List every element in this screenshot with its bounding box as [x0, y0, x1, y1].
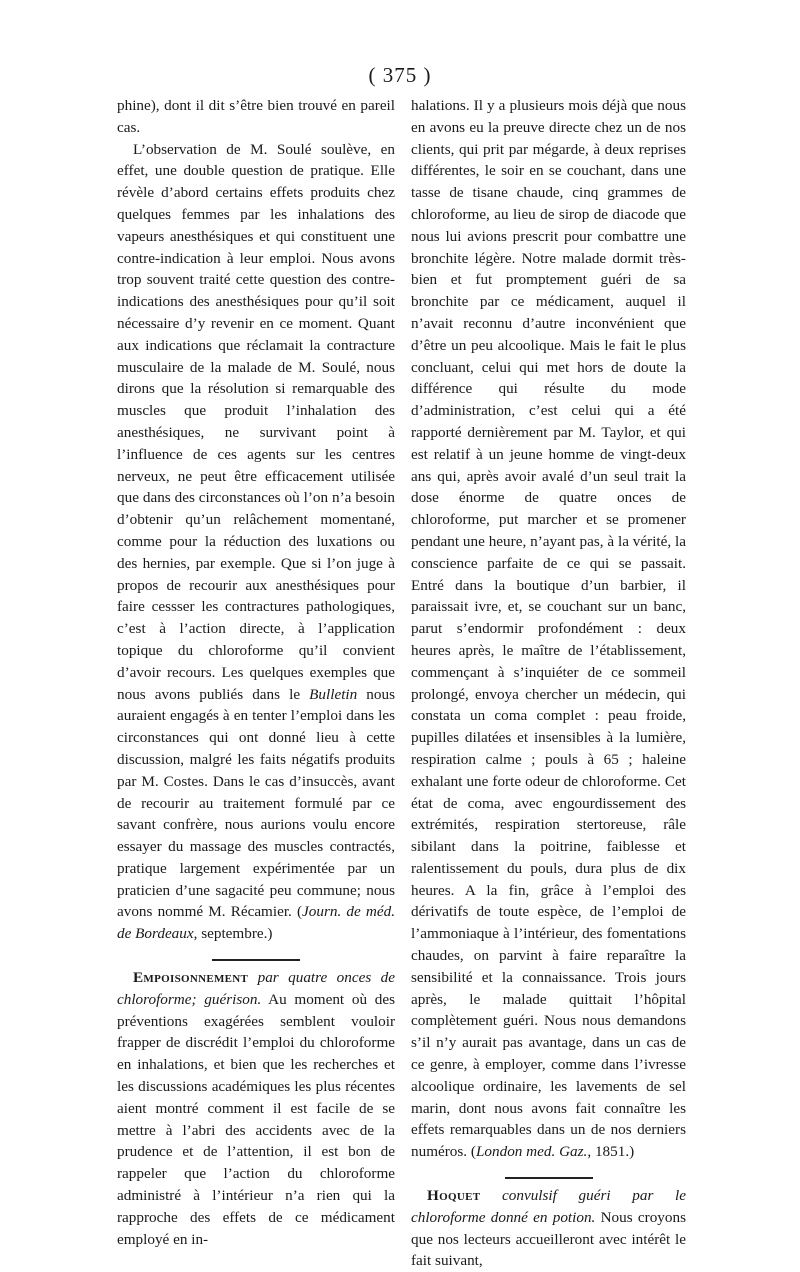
section-separator — [505, 1177, 593, 1179]
source-citation: London med. Gaz. — [475, 1143, 588, 1161]
section-title: par quatre onces de chloroforme; guérison. — [117, 969, 395, 1008]
paragraph-text: halations. Il y a plusieurs mois déjà que nous en avons eu la preuve directe chez un de nos clients, qui prit par mégarde, à deux reprises différentes, le soir en se couchant, dans une tasse de tisane chaude, cinq grammes de chloroforme, au lieu de sirop de diacode que nous lui avions prescrit pour combattre une bronchite légère. Notre malade dormit très-bien et fut promptement guéri de sa bronchite par ce médicament, auquel il n’avait reconnu d’autre inconvénient que d’être un peu alcoolique. Mais le fait le plus concluant, celui qui met hors de doute la différence qui résulte du mode d’administration, c’est celui qui a été rapporté dernièrement par M. Taylor, et qui est relatif à un jeune homme de vingt-deux ans qui, après avoir avalé d’un seul trait la dose énorme de quatre onces de chloroforme, put marcher et se promener pendant une heure, n’ayant pas, à la vérité, la conscience parfaite de ce qui se passait. Entré dans la boutique d’un barbier, il paraissait ivre, et, se couchant sur un banc, parut s’endormir profondément : deux heures après, le maître de l’établissement, commençant à s’inquiéter de ce sommeil prolongé, envoya chercher un médecin, qui constata un coma complet : peau froide, pupilles dilatées et insensibles à la lumière, respiration calme ; pouls à 65 ; haleine exhalant une forte odeur de chloroforme. Cet état de coma, avec engourdissement des extrémités, respiration stertoreuse, râle sibilant dans la poitrine, faiblesse et ralentissement du pouls, dura plus de dix heures. A la fin, grâce à l’emploi des dérivatifs de toute espèce, de l’emploi de l’ammoniaque à l’intérieur, des fomentations chaudes, on parvint à faire reparaître la sensibilité et la connaissance. Trois jours après, le malade quittait l’hôpital complètement guéri. Nous nous demandons s’il n’y aurait pas avantage, dans un cas de ce genre, à employer, comme dans l’ivresse alcoolique ordinaire, les lavements de sel marin, dont nous avons fait connaître les effets remarquables dans un de nos derniers numéros. ( — [411, 97, 686, 1161]
paragraph-continuation: phine), dont il dit s’être bien trouvé en pareil cas. — [117, 97, 395, 136]
paragraph-text: L’observation de M. Soulé soulève, en effet, une double question de pratique. Elle révèle d’abord certains effets produits chez quelques femmes par les inhalations des vapeurs anesthésiques et qui constituent une contre-indication à leur emploi. Nous avons trop souvent traité cette question des contre-indications des anesthésiques pour qu’il soit nécessaire d’y revenir en ce moment. Quant aux indications que réclamait la contracture musculaire de la malade de M. Soulé, nous dirons que la résolution si remarquable des muscles que produit l’inhalation des anesthésiques, ne survivant point à l’influence de ces agents sur les centres nerveux, ne peut être efficacement utilisée que dans des circonstances où l’on n’a besoin d’obtenir qu’un relâchement momentané, comme pour la réduction des luxations ou des hernies, par exemple. Que si l’on juge à propos de recourir aux anesthésiques pour faire cessser les contractures pathologiques, c’est à l’action directe, à l’application topique du chloroforme qu’il convient d’avoir recours. Les quelques exemples que nous avons publiés dans le — [117, 140, 395, 703]
page-number: ( 375 ) — [368, 63, 432, 87]
section-title: convulsif guéri par le chloroforme donné en potion. — [411, 1187, 686, 1226]
citation-date: , 1851.) — [587, 1143, 635, 1161]
section-empoisonnement — [117, 967, 395, 1250]
left-column — [117, 95, 395, 1250]
bulletin-title: Bulletin — [309, 685, 358, 703]
paragraph-text: nous auraient engagés à en tenter l’emploi dans les circonstances qui ont donné lieu à cette discussion, malgré les faits négatifs produits par M. Costes. Dans le cas d’insuccès, avant de recourir au traitement formulé par ce savant confrère, nous aurions voulu encore essayer du massage des muscles contractés, pratique largement expérimentée par un praticien d’une sagacité peu commune; nous avons nommé M. Récamier. ( — [117, 685, 395, 921]
section-body: Nous croyons que nos lecteurs accueilleront avec intérêt le fait suivant, — [411, 1208, 686, 1270]
right-column — [411, 95, 686, 1272]
source-citation: Journ. de méd. de Bordeaux — [117, 903, 395, 943]
section-separator — [212, 959, 300, 961]
paragraph-observation — [117, 139, 395, 945]
section-hoquet — [411, 1185, 686, 1272]
section-heading: Hoquet — [427, 1187, 481, 1205]
citation-date: , septembre.) — [193, 925, 273, 943]
paragraph-inhalations — [411, 95, 686, 1163]
section-heading: Empoisonnement — [133, 969, 249, 987]
section-body: Au moment où des préventions exagérées semblent vouloir frapper de discrédit l’emploi du chloroforme en inhalations, et bien que les recherches et les discussions académiques les plus récentes aient montré comment il est facile de se mettre à l’abri des accidents avec de la prudence et de l’attention, il est bon de rappeler que l’action du chloroforme administré à l’intérieur n’a rien qui la rapproche des effets de ce médicament employé en in- — [117, 990, 395, 1248]
